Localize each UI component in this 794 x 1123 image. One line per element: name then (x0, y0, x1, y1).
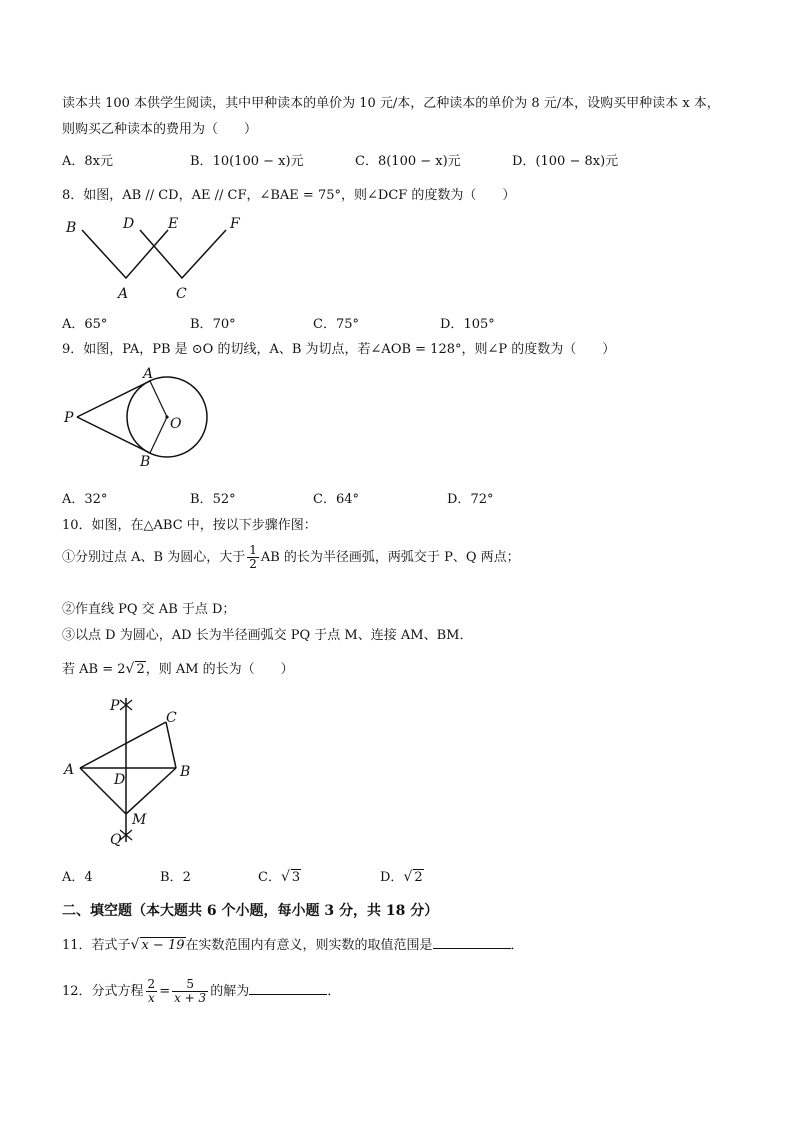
q11-answer-blank[interactable] (433, 936, 511, 949)
q10-label-b: B (180, 764, 191, 780)
q10-label-p: P (110, 698, 120, 714)
q9-tangent-pa (77, 381, 150, 417)
q9-label-b: B (140, 454, 151, 470)
q10-label-a: A (64, 762, 75, 778)
q7-option-d: D．(100 − 8x)元 (512, 154, 619, 169)
q12-answer-blank[interactable] (249, 982, 327, 995)
q7-option-c: C．8(100 − x)元 (355, 154, 461, 169)
q8-option-d: D．105° (440, 317, 495, 332)
q8-option-a: A．65° (62, 317, 108, 332)
q8-label-a: A (118, 286, 129, 302)
q10-segment-cb (166, 722, 176, 768)
q7-option-b: B．10(100 − x)元 (190, 154, 304, 169)
q11-stem: 11．若式子√ x − 19在实数范围内有意义，则实数的取值范围是 ． (62, 937, 524, 953)
q8-label-f: F (230, 216, 240, 232)
q10-step1: ①分别过点 A、B 为圆心，大于 $\frac{1}{2}$ AB 的长为半径画弧，两弧交于 P、Q 两点； (62, 543, 520, 571)
q9-tangent-pb (77, 417, 150, 453)
q10-step3: ③以点 D 为圆心，AD 长为半径画弧交 PQ 于点 M、连接 AM、BM． (62, 628, 473, 643)
q10-label-m: M (132, 812, 147, 828)
q9-center-dot (165, 415, 168, 418)
q8-label-b: B (66, 220, 77, 236)
q10-step2: ②作直线 PQ 交 AB 于点 D； (62, 602, 236, 617)
q10-stem: 10．如图，在△ABC 中，按以下步骤作图： (62, 518, 317, 533)
q9-stem: 9．如图，PA，PB 是 ⊙O 的切线，A、B 为切点，若∠AOB = 128°，则∠P 的度数为（ ） (62, 342, 616, 357)
q9-option-c: C．64° (313, 492, 359, 507)
q9-figure (60, 362, 220, 472)
q8-line-bad (82, 230, 168, 278)
q8-stem: 8．如图，AB // CD，AE // CF，∠BAE = 75°，则∠DCF 的度数为（ ） (62, 188, 516, 203)
q8-line-dcf (140, 230, 226, 278)
q8-option-c: C．75° (313, 317, 359, 332)
q10-option-b: B．2 (160, 870, 191, 885)
section2-title: 二、填空题（本大题共 6 个小题，每小题 3 分，共 18 分） (62, 903, 439, 919)
q9-label-o: O (170, 416, 182, 432)
q8-label-e: E (168, 216, 179, 232)
q8-label-d: D (123, 216, 135, 232)
q10-figure (60, 692, 210, 850)
q10-option-a: A．4 (62, 870, 93, 885)
q9-radius-ob (150, 417, 167, 453)
q7-option-a: A．8x元 (62, 154, 113, 169)
q8-label-c: C (176, 286, 187, 302)
q12-stem: 12．分式方程 $\frac{2}{x}$ = $\frac{5}{x + 3}$ 的解为 ． (62, 977, 341, 1005)
q9-option-a: A．32° (62, 492, 108, 507)
q8-figure (60, 208, 260, 308)
q10-label-c: C (166, 710, 177, 726)
q9-label-a: A (143, 366, 154, 382)
q7-line1: 读本共 100 本供学生阅读，其中甲种读本的单价为 10 元/本，乙种读本的单价为 8 元/本，设购买甲种读本 x 本， (62, 96, 720, 111)
q12-fraction-right: $\frac{5}{x + 3}$ (174, 977, 207, 1005)
q9-radius-oa (150, 381, 167, 417)
q10-segment-bm (126, 768, 176, 814)
q10-step1-fraction: $\frac{1}{2}$ (249, 543, 257, 571)
q9-option-d: D．72° (447, 492, 494, 507)
q9-label-p: P (64, 410, 74, 426)
q10-option-c: C．√ 3 (258, 869, 301, 885)
q10-label-q: Q (110, 832, 122, 848)
q10-segment-ac (80, 722, 166, 768)
q10-condition: 若 AB = 2√ 2，则 AM 的长为（ ） (62, 661, 294, 677)
q12-fraction-left: $\frac{2}{x}$ (147, 977, 156, 1005)
q9-option-b: B．52° (190, 492, 236, 507)
q10-label-d: D (114, 772, 126, 788)
q8-option-b: B．70° (190, 317, 236, 332)
q7-line2: 则购买乙种读本的费用为（ ） (62, 122, 258, 137)
q10-option-d: D．√ 2 (380, 869, 423, 885)
